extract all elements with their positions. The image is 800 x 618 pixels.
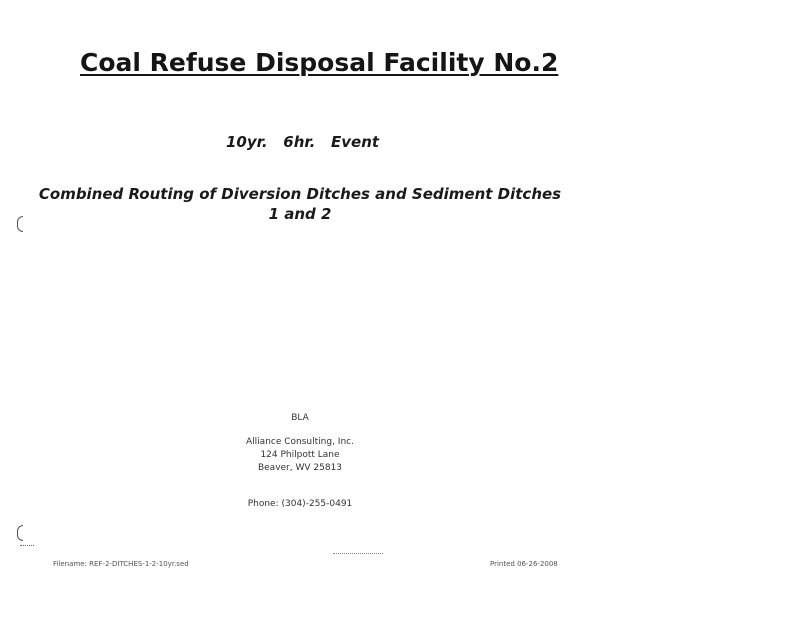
company-name: Alliance Consulting, Inc. — [246, 437, 354, 447]
scan-artifact — [333, 553, 383, 554]
binder-hole-mark-icon — [17, 216, 23, 232]
storm-event-label: 10yr. 6hr. Event — [226, 133, 380, 151]
footer-filename: Filename: REF-2-DITCHES-1-2-10yr.sed — [53, 560, 189, 568]
document-title: Coal Refuse Disposal Facility No.2 — [80, 48, 559, 77]
footer-printed-date: Printed 06-26-2008 — [490, 560, 558, 568]
scan-artifact — [20, 545, 34, 546]
routing-subtitle-line1: Combined Routing of Diversion Ditches and Sediment Ditches — [38, 185, 562, 203]
company-phone: Phone: (304)-255-0491 — [247, 499, 353, 509]
routing-subtitle-line2: 1 and 2 — [268, 205, 332, 223]
company-city: Beaver, WV 25813 — [257, 463, 343, 473]
company-street: 124 Philpott Lane — [260, 450, 340, 460]
binder-hole-mark-icon — [17, 525, 23, 541]
company-abbreviation: BLA — [291, 413, 309, 423]
